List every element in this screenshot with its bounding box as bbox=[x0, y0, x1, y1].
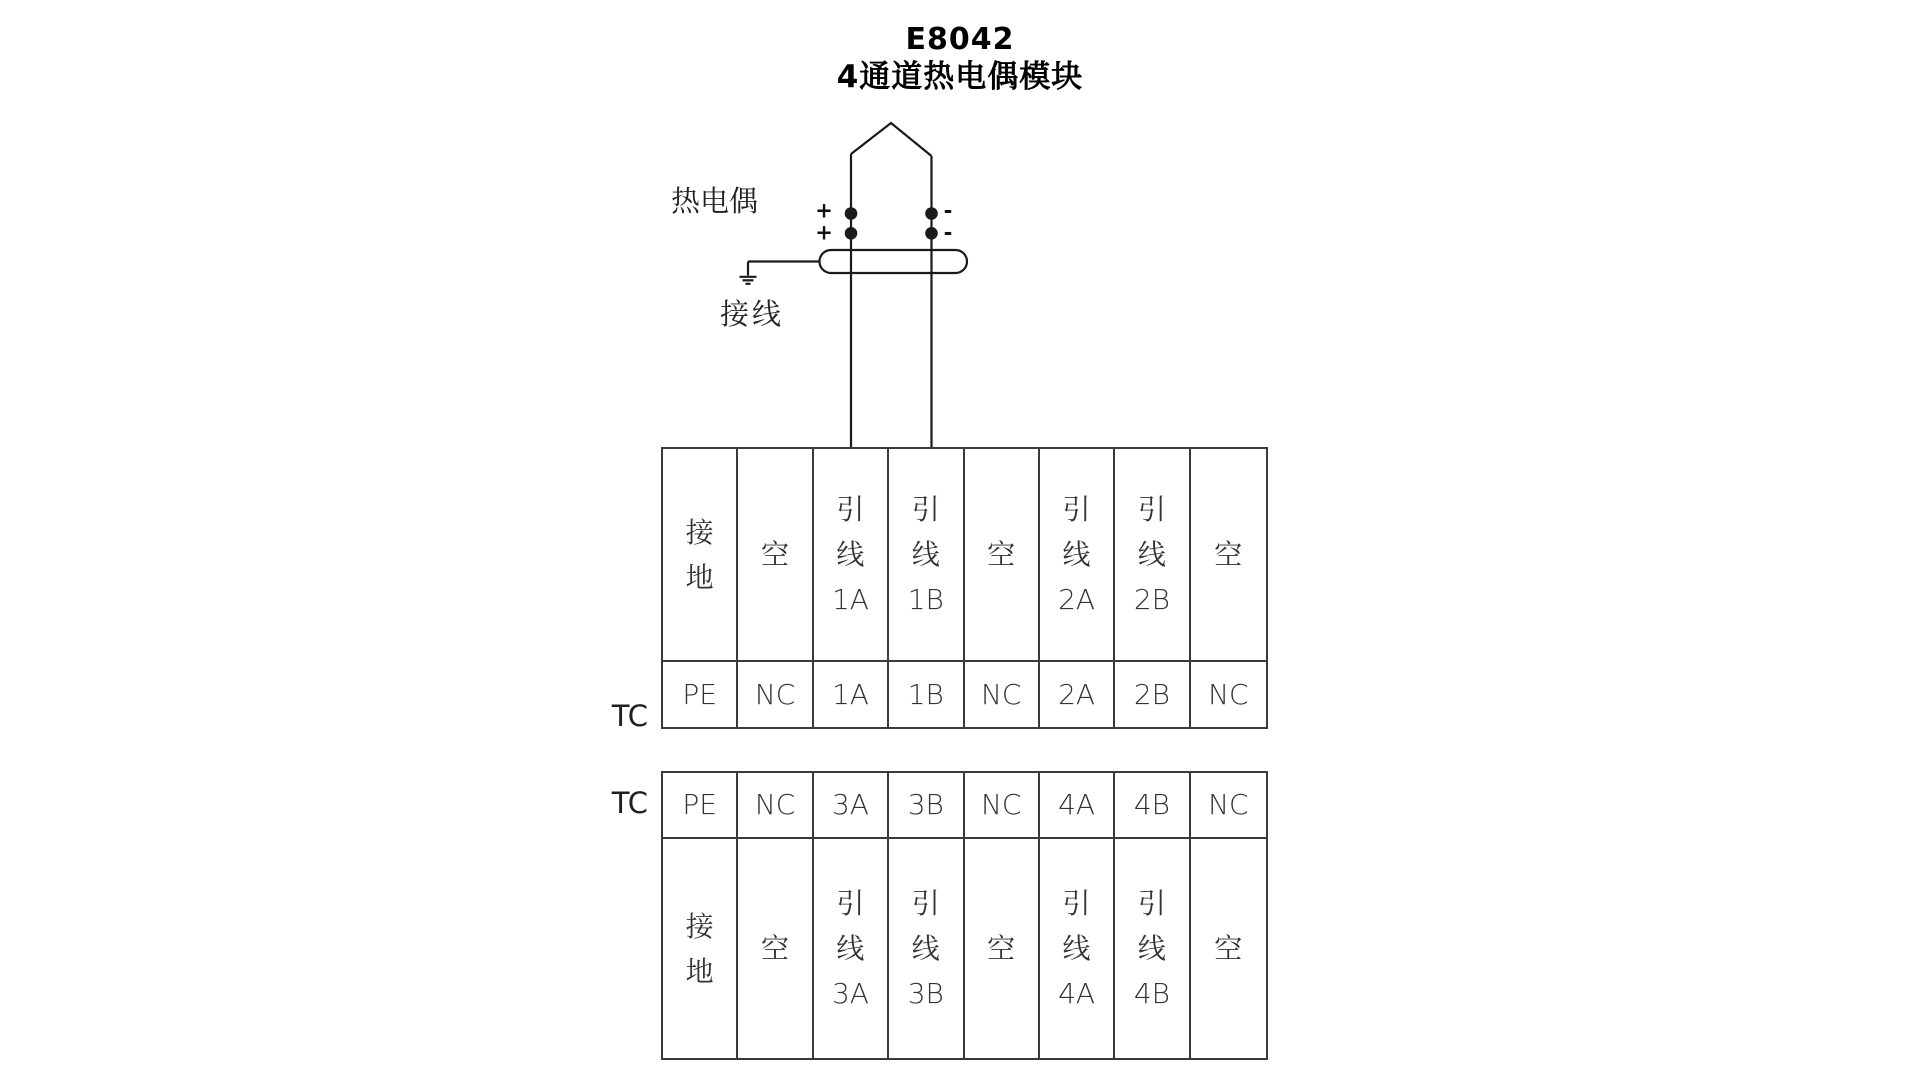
terminal-cell-lead-3b bbox=[889, 839, 964, 1058]
terminal-cell-empty bbox=[965, 449, 1040, 662]
pin-label: 2B bbox=[1133, 677, 1171, 711]
terminal-dot bbox=[925, 227, 938, 240]
pin-label: NC bbox=[980, 788, 1022, 821]
pin-cell bbox=[1115, 662, 1190, 727]
terminal-label-line: 引 bbox=[911, 887, 940, 920]
terminal-cell-empty bbox=[1191, 449, 1266, 662]
plus-sign: + bbox=[815, 220, 833, 245]
terminal-label-line: 线 bbox=[1137, 932, 1166, 965]
pin-cell bbox=[663, 773, 738, 839]
terminal-cell-lead-1b bbox=[889, 449, 964, 662]
thermocouple-junction-icon bbox=[851, 123, 932, 156]
pin-label: PE bbox=[682, 677, 717, 711]
terminal-label-line: 引 bbox=[1137, 887, 1166, 920]
pin-cell bbox=[1191, 662, 1266, 727]
thermocouple-label: 热电偶 bbox=[671, 184, 759, 218]
terminal-cell-empty bbox=[965, 839, 1040, 1058]
terminal-cell-empty bbox=[738, 449, 813, 662]
ground-wiring-label: 接线 bbox=[720, 297, 785, 331]
pin-label: 3B bbox=[907, 788, 944, 821]
terminal-cell-lead-4a bbox=[1040, 839, 1115, 1058]
pin-label: NC bbox=[980, 677, 1022, 711]
terminal-label-line: 空 bbox=[987, 932, 1016, 965]
pin-cell bbox=[814, 773, 889, 839]
pin-label: NC bbox=[1208, 788, 1249, 821]
minus-sign: - bbox=[943, 220, 953, 245]
terminal-label-line: 3A bbox=[831, 977, 869, 1010]
tc-label-top: TC bbox=[611, 699, 648, 733]
terminal-label-line: 线 bbox=[911, 538, 940, 571]
terminal-cell-ground bbox=[663, 449, 738, 662]
terminal-label-line: 4A bbox=[1058, 977, 1096, 1010]
pin-cell bbox=[1115, 773, 1190, 839]
probe-sheath-icon bbox=[820, 250, 968, 273]
pin-cell bbox=[738, 662, 813, 727]
pin-label: 1B bbox=[907, 677, 944, 711]
terminal-label-line: 引 bbox=[1062, 887, 1091, 920]
terminal-label-line: 空 bbox=[1214, 932, 1243, 965]
terminal-label-line: 接 bbox=[685, 515, 714, 549]
terminal-cell-lead-2b bbox=[1115, 449, 1190, 662]
pin-label: 3A bbox=[831, 788, 869, 821]
terminal-dots bbox=[845, 207, 938, 239]
terminal-label-line: 线 bbox=[836, 932, 865, 965]
pin-cell bbox=[965, 662, 1040, 727]
terminal-label-line: 地 bbox=[685, 954, 714, 988]
terminal-label-line: 4B bbox=[1133, 977, 1171, 1010]
pin-cell bbox=[889, 662, 964, 727]
pin-label: NC bbox=[754, 677, 796, 711]
pin-label: 1A bbox=[831, 677, 869, 711]
module-code: E8042 bbox=[905, 22, 1015, 57]
pin-label: NC bbox=[1208, 677, 1249, 711]
terminal-label-line: 引 bbox=[1062, 493, 1091, 526]
terminal-dot bbox=[845, 227, 858, 240]
pin-label: 4B bbox=[1133, 788, 1171, 821]
pin-label: NC bbox=[754, 788, 796, 821]
terminal-label-line: 1A bbox=[831, 583, 869, 616]
terminal-label-line: 2B bbox=[1133, 583, 1171, 616]
pin-label: PE bbox=[682, 788, 717, 821]
terminal-table-channels-1-2 bbox=[661, 447, 1268, 729]
terminal-label-line: 线 bbox=[836, 538, 865, 571]
pin-label: 4A bbox=[1058, 788, 1096, 821]
terminal-dot bbox=[845, 207, 858, 220]
terminal-cell-lead-4b bbox=[1115, 839, 1190, 1058]
terminal-label-line: 空 bbox=[761, 538, 790, 571]
pin-cell bbox=[1040, 662, 1115, 727]
terminal-label-line: 引 bbox=[1137, 493, 1166, 526]
terminal-label-line: 线 bbox=[1137, 538, 1166, 571]
terminal-label-line: 空 bbox=[1214, 538, 1243, 571]
module-name: 4通道热电偶模块 bbox=[836, 59, 1084, 95]
pin-cell bbox=[663, 662, 738, 727]
terminal-label-line: 空 bbox=[987, 538, 1016, 571]
terminal-cell-empty bbox=[738, 839, 813, 1058]
terminal-label-line: 线 bbox=[1062, 932, 1091, 965]
terminal-dot bbox=[925, 207, 938, 220]
terminal-table-channels-3-4 bbox=[661, 771, 1268, 1060]
terminal-label-line: 接 bbox=[685, 909, 714, 943]
pin-cell bbox=[814, 662, 889, 727]
terminal-cell-empty bbox=[1191, 839, 1266, 1058]
pin-cell bbox=[1191, 773, 1266, 839]
plus-sign: + bbox=[815, 198, 833, 223]
terminal-cell-lead-1a bbox=[814, 449, 889, 662]
terminal-label-line: 3B bbox=[907, 977, 944, 1010]
terminal-label-line: 引 bbox=[911, 493, 940, 526]
pin-cell bbox=[965, 773, 1040, 839]
terminal-cell-lead-3a bbox=[814, 839, 889, 1058]
pin-label: 2A bbox=[1058, 677, 1096, 711]
terminal-label-line: 地 bbox=[685, 560, 714, 594]
pin-cell bbox=[1040, 773, 1115, 839]
terminal-cell-lead-2a bbox=[1040, 449, 1115, 662]
terminal-label-line: 引 bbox=[836, 887, 865, 920]
terminal-label-line: 线 bbox=[1062, 538, 1091, 571]
terminal-label-line: 1B bbox=[907, 583, 944, 616]
tc-label-bottom: TC bbox=[611, 786, 648, 820]
terminal-label-line: 空 bbox=[761, 932, 790, 965]
pin-cell bbox=[738, 773, 813, 839]
terminal-label-line: 2A bbox=[1058, 583, 1096, 616]
terminal-label-line: 线 bbox=[911, 932, 940, 965]
terminal-label-line: 引 bbox=[836, 493, 865, 526]
pin-cell bbox=[889, 773, 964, 839]
ground-icon bbox=[740, 262, 820, 284]
terminal-cell-ground bbox=[663, 839, 738, 1058]
minus-sign: - bbox=[943, 198, 953, 223]
